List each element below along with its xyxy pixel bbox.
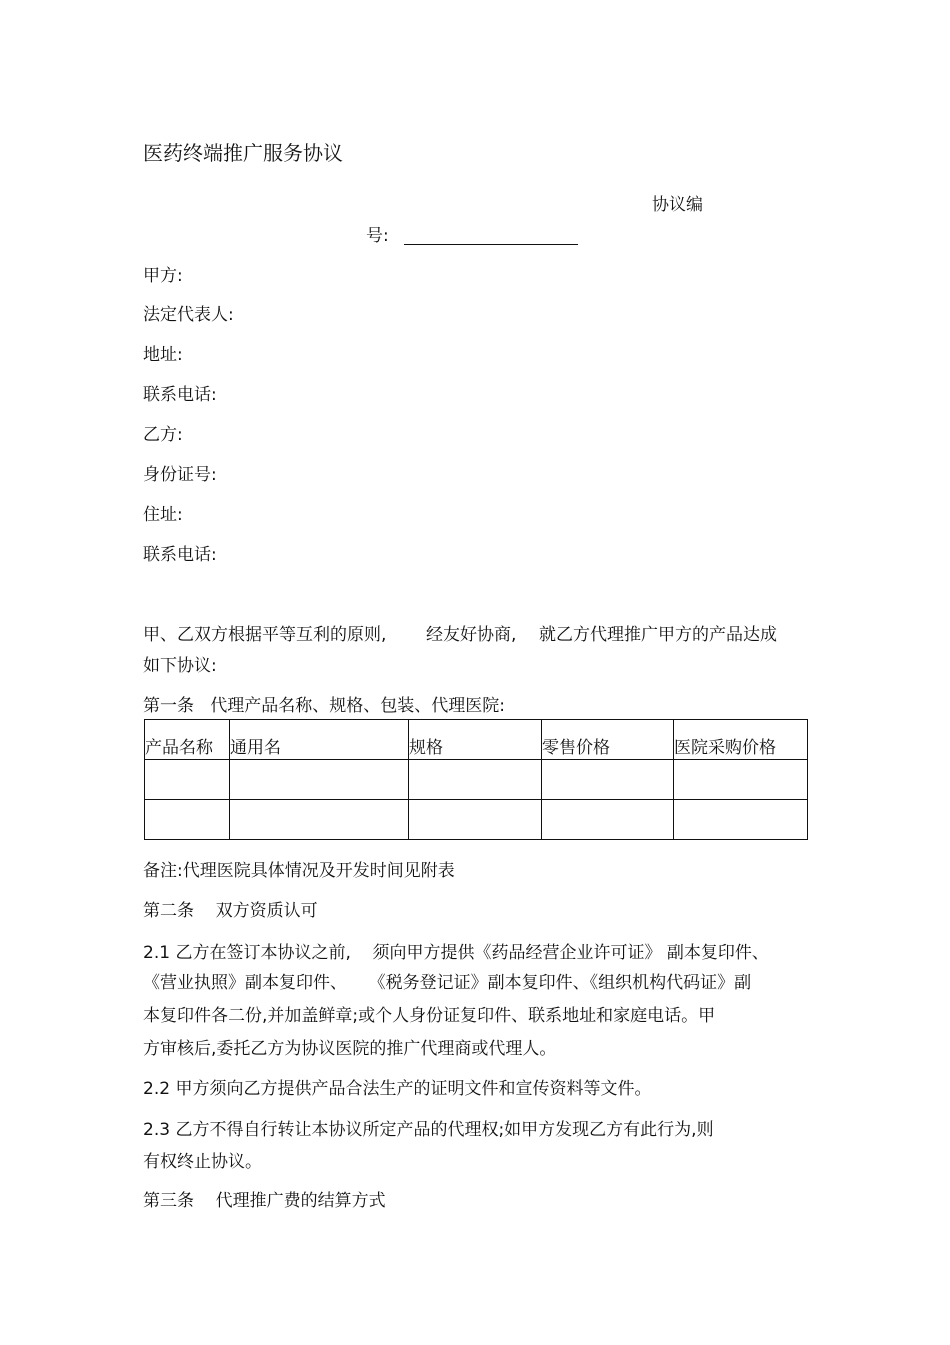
phone-b-label: 联系电话: xyxy=(143,545,217,565)
clause-2-2: 2.2 甲方须向乙方提供产品合法生产的证明文件和宣传资料等文件。 xyxy=(143,1079,652,1099)
article1-note: 备注:代理医院具体情况及开发时间见附表 xyxy=(143,861,455,881)
clause-2-3-line2: 有权终止协议。 xyxy=(143,1152,262,1172)
table-header-cell: 通用名 xyxy=(230,720,409,760)
clause-2-3-line1: 2.3 乙方不得自行转让本协议所定产品的代理权;如甲方发现乙方有此行为,则 xyxy=(143,1120,714,1140)
table-cell[interactable] xyxy=(542,800,674,840)
residence-label: 住址: xyxy=(143,505,183,525)
party-a-label: 甲方: xyxy=(143,266,183,286)
article1-heading: 第一条 代理产品名称、规格、包装、代理医院: xyxy=(143,696,505,716)
clause-2-1-line2: 《营业执照》副本复印件、 《税务登记证》副本复印件、《组织机构代码证》副 xyxy=(143,973,752,993)
intro-line1-part2: 经友好协商, xyxy=(426,625,517,645)
phone-a-label: 联系电话: xyxy=(143,385,217,405)
legal-rep-label: 法定代表人: xyxy=(143,305,234,325)
table-cell[interactable] xyxy=(230,760,409,800)
table-cell[interactable] xyxy=(542,760,674,800)
document-title: 医药终端推广服务协议 xyxy=(143,141,343,165)
intro-line2: 如下协议: xyxy=(143,656,217,676)
party-b-label: 乙方: xyxy=(143,425,183,445)
table-cell[interactable] xyxy=(674,760,808,800)
article2-heading: 第二条 双方资质认可 xyxy=(143,901,318,921)
article3-heading: 第三条 代理推广费的结算方式 xyxy=(143,1191,386,1211)
product-table xyxy=(144,719,808,840)
intro-line1-part1: 甲、乙双方根据平等互利的原则, xyxy=(143,625,387,645)
agreement-no-blank[interactable] xyxy=(404,244,578,245)
table-header-cell: 医院采购价格 xyxy=(674,720,808,760)
table-cell[interactable] xyxy=(409,800,542,840)
table-cell[interactable] xyxy=(409,760,542,800)
table-cell[interactable] xyxy=(674,800,808,840)
clause-2-1-line3: 本复印件各二份,并加盖鲜章;或个人身份证复印件、联系地址和家庭电话。甲 xyxy=(143,1006,716,1026)
table-row xyxy=(145,800,808,840)
clause-2-1-line4: 方审核后,委托乙方为协议医院的推广代理商或代理人。 xyxy=(143,1039,557,1059)
intro-line1-part3: 就乙方代理推广甲方的产品达成 xyxy=(539,625,777,645)
table-header-cell: 规格 xyxy=(409,720,542,760)
table-header-cell: 零售价格 xyxy=(542,720,674,760)
table-cell[interactable] xyxy=(230,800,409,840)
agreement-no-label-part2: 号: xyxy=(366,226,389,246)
agreement-no-label-part1: 协议编 xyxy=(652,195,703,215)
table-cell[interactable] xyxy=(145,800,230,840)
table-header-row xyxy=(145,720,808,760)
id-number-label: 身份证号: xyxy=(143,465,217,485)
table-header-cell: 产品名称 xyxy=(145,720,230,760)
table-row xyxy=(145,760,808,800)
table-cell[interactable] xyxy=(145,760,230,800)
address-label: 地址: xyxy=(143,345,183,365)
clause-2-1-line1: 2.1 乙方在签订本协议之前, 须向甲方提供《药品经营企业许可证》 副本复印件、 xyxy=(143,943,769,963)
